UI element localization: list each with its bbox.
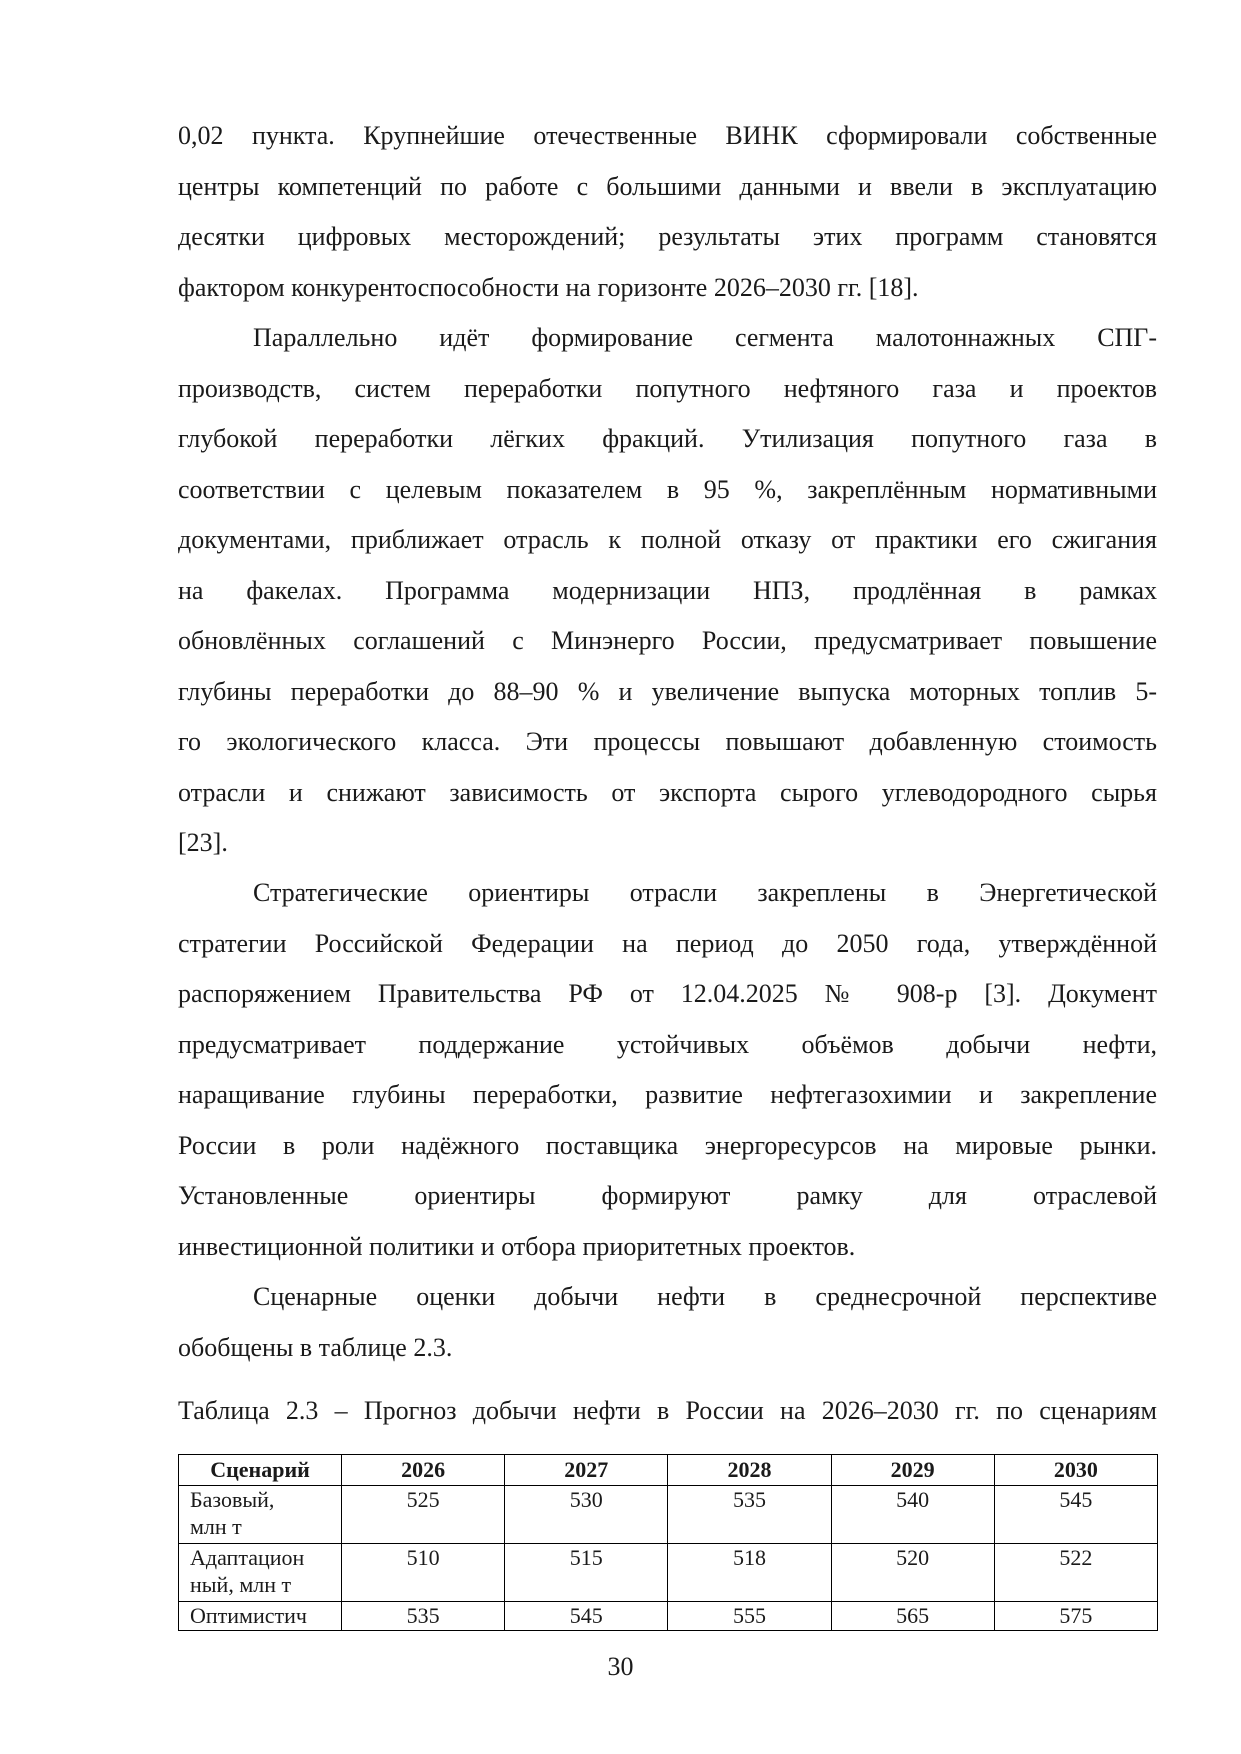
scenario-name-cell [179,1486,342,1544]
table-cell: 530 [505,1486,668,1544]
text-line: [23]. [178,828,228,857]
cell-text: Базовый, [190,1487,275,1512]
table-row [179,1602,1158,1631]
text-line: России в роли надёжного поставщика энергоресурсов на мировые рынки. [178,1130,1157,1160]
table-cell: 522 [994,1544,1157,1602]
cell-text: Оптимистич [190,1603,307,1628]
column-header: 2029 [831,1455,994,1486]
text-line: документами, приближает отрасль к полной отказу от практики его сжигания [178,525,1157,554]
text-line: соответствии с целевым показателем в 95 %, закреплённым нормативными [178,474,1157,504]
paragraph-3 [178,868,1157,1272]
scenario-name-cell [179,1544,342,1602]
text-line: обобщены в таблице 2.3. [178,1332,453,1362]
table-cell: 535 [342,1602,505,1631]
text-line: глубокой переработки лёгких фракций. Утилизация попутного газа в [178,424,1157,453]
paragraph-2 [178,313,1157,869]
table-cell: 525 [342,1486,505,1544]
column-header: 2030 [994,1455,1157,1486]
table-cell: 520 [831,1544,994,1602]
text-line: Сценарные оценки добычи нефти в среднесрочной перспективе [253,1282,1157,1311]
text-line: стратегии Российской Федерации на период до 2050 года, утверждённой [178,928,1157,958]
text-line: обновлённых соглашений с Минэнерго России, предусматривает повышение [178,626,1157,655]
page-number: 30 [607,1652,634,1681]
text-line: инвестиционной политики и отбора приоритетных проектов. [178,1231,856,1261]
table-cell: 540 [831,1486,994,1544]
text-line: на факелах. Программа модернизации НПЗ, продлённая в рамках [178,575,1157,605]
text-line: го экологического класса. Эти процессы повышают добавленную стоимость [178,727,1157,756]
text-line: Стратегические ориентиры отрасли закреплены в Энергетической [253,878,1157,907]
table-cell: 555 [668,1602,831,1631]
table-cell: 518 [668,1544,831,1602]
table-cell: 565 [831,1602,994,1631]
text-line: производств, систем переработки попутного нефтяного газа и проектов [178,373,1157,403]
column-header: 2027 [505,1455,668,1486]
text-line: Параллельно идёт формирование сегмента малотоннажных СПГ- [253,323,1157,352]
text-line: фактором конкурентоспособности на горизонте 2026–2030 гг. [18]. [178,272,919,302]
cell-text: млн т [190,1514,242,1539]
text-line: наращивание глубины переработки, развитие нефтегазохимии и закрепление [178,1080,1157,1109]
cell-text: ный, млн т [190,1572,292,1597]
table-cell: 545 [994,1486,1157,1544]
text-line: распоряжением Правительства РФ от 12.04.2025 № 908-р [3]. Документ [178,979,1157,1008]
column-header: 2026 [342,1455,505,1486]
table-cell: 515 [505,1544,668,1602]
table-cell: 510 [342,1544,505,1602]
scenario-name-cell [179,1602,342,1631]
text-line: десятки цифровых месторождений; результаты этих программ становятся [178,222,1157,251]
oil-production-table [178,1454,1158,1631]
table-cell: 575 [994,1602,1157,1631]
column-header: 2028 [668,1455,831,1486]
cell-text: Адаптацион [190,1545,305,1570]
table-header-row [179,1455,1158,1486]
text-line: предусматривает поддержание устойчивых объёмов добычи нефти, [178,1029,1157,1059]
table-row [179,1486,1158,1544]
text-line: Установленные ориентиры формируют рамку для отраслевой [178,1181,1157,1210]
paragraph-1 [178,111,1157,313]
text-line: глубины переработки до 88–90 % и увеличение выпуска моторных топлив 5- [178,676,1157,706]
text-line: центры компетенций по работе с большими данными и ввели в эксплуатацию [178,171,1157,201]
table-caption: Таблица 2.3 – Прогноз добычи нефти в России на 2026–2030 гг. по сценариям [178,1396,1157,1425]
table-cell: 535 [668,1486,831,1544]
column-header: Сценарий [179,1455,342,1486]
text-line: отрасли и снижают зависимость от экспорта сырого углеводородного сырья [178,777,1157,807]
table-cell: 545 [505,1602,668,1631]
paragraph-4 [178,1272,1157,1373]
table-row [179,1544,1158,1602]
text-line: 0,02 пункта. Крупнейшие отечественные ВИНК сформировали собственные [178,121,1157,150]
